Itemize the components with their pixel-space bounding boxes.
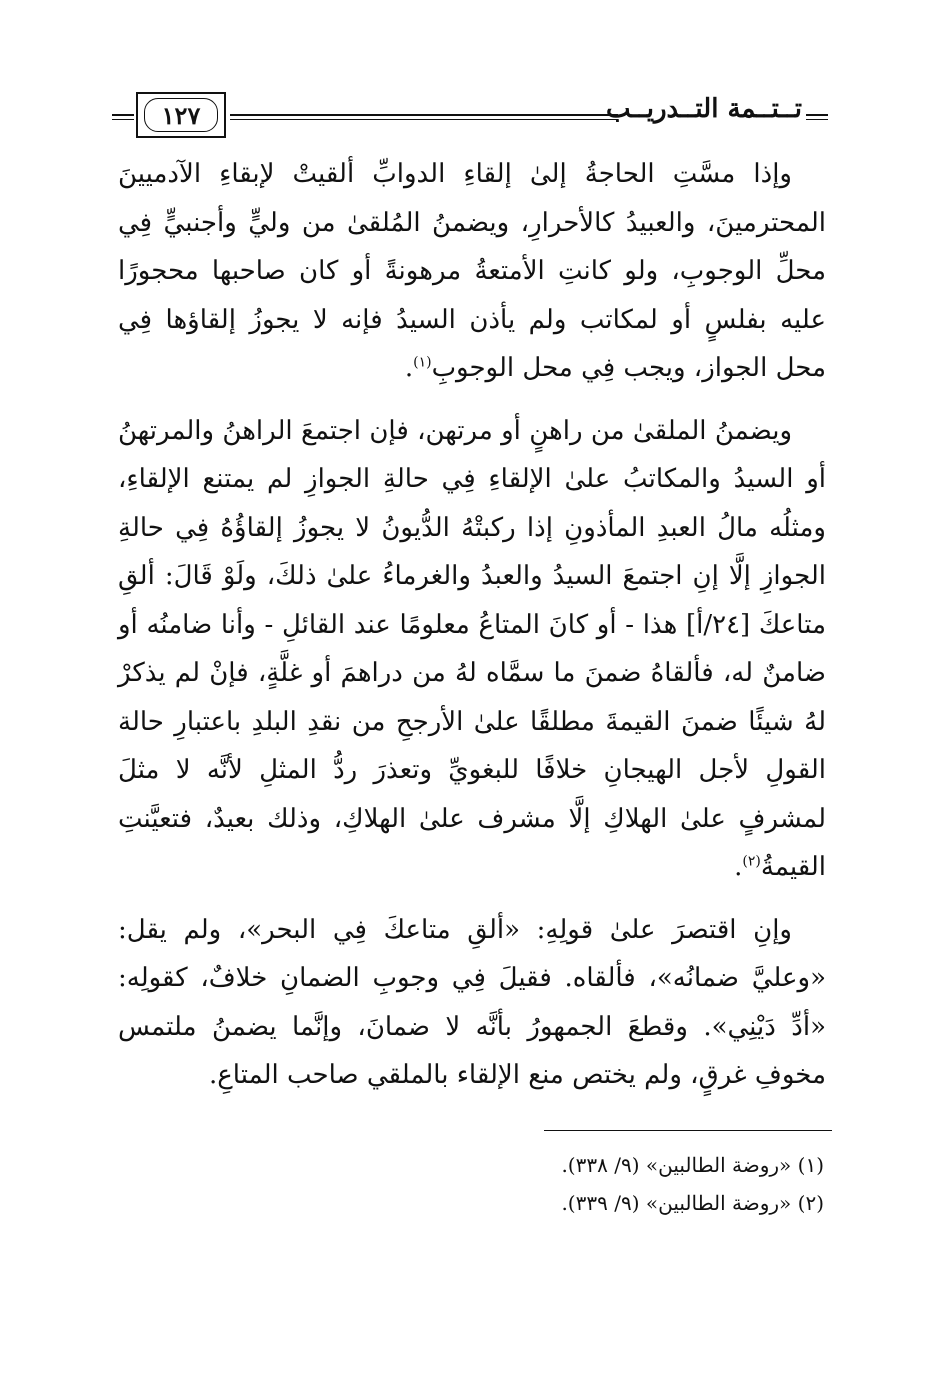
footnote-2: (٢) «روضة الطالبين» (٩/ ٣٣٩). bbox=[561, 1191, 824, 1215]
header-rule-middle bbox=[230, 114, 618, 120]
paragraph-text: وإنِ اقتصرَ علىٰ قولِهِ: «ألقِ متاعكَ فِي البحر»، ولم يقل: «وعليَّ ضمانُه»، فألقاه. فقيلَ فِي وجوبِ الضمانِ خلافٌ، كقولِه: «أدِّ دَيْنِي». وقطعَ الجمهورُ بأنَّه لا ضمانَ، وإنَّما يضمنُ ملتمس مخوفِ غرقٍ، ولم يختص منع الإلقاء بالملقي صاحب المتاعِ. bbox=[118, 914, 826, 1090]
footnote-separator bbox=[544, 1130, 832, 1131]
paragraph-end: . bbox=[404, 353, 414, 383]
main-text bbox=[118, 150, 826, 1100]
footnote-ref-2: (٢) bbox=[742, 853, 761, 870]
paragraph-1 bbox=[118, 150, 826, 393]
paragraph-text: ويضمنُ الملقىٰ من راهنٍ أو مرتهن، فإن اجتمعَ الراهنُ والمرتهنُ أو السيدُ والمكاتبُ علىٰ الإلقاءِ فِي حالةِ الجوازِ لم يمتنع الإلقاءِ، ومثلُه مالُ العبدِ المأذونِ إذا ركبتْهُ الدُّيونُ لا يجوزُ إلقاؤُهُ فِي حالةِ الجوازِ إلَّا إنِ اجتمعَ السيدُ والعبدُ والغرماءُ علىٰ ذلكَ، ولَوْ قَالَ: ألقِ متاعكَ [٢٤/أ] هذا - أو كانَ المتاعُ معلومًا عند القائلِ - وأنا ضامنُه أو ضامنٌ له، فألقاهُ ضمنَ ما سمَّاه لهُ من دراهمَ أو غلَّةٍ، فإنْ لم يذكرْ لهُ شيئًا ضمنَ القيمةَ مطلقًا علىٰ الأرجحِ من نقدِ البلدِ باعتبارِ حالة القولِ لأجل الهيجانِ خلافًا للبغويِّ وتعذرَ ردُّ المثلِ لأنَّه لا مثلَ لمشرفٍ علىٰ الهلاكِ إلَّا مشرف علىٰ الهلاكِ، وذلك بعيدٌ، فتعيَّنتِ القيمةُ bbox=[118, 415, 827, 882]
paragraph-2 bbox=[118, 407, 826, 892]
paragraph-end: . bbox=[734, 852, 743, 882]
paragraph-text: وإذا مسَّتِ الحاجةُ إلىٰ إلقاءِ الدوابِّ ألقيتْ لإبقاءِ الآدميينَ المحترمينَ، والعبيدُ كالأحرارِ، ويضمنُ المُلقىٰ من وليٍّ وأجنبيٍّ فِي محلِّ الوجوبِ، ولو كانتِ الأمتعةُ مرهونةً أو كان صاحبها محجورًا عليه بفلسٍ أو لمكاتب ولم يأذن السيدُ فإنه لا يجوزُ إلقاؤها فِي محل الجواز، ويجب فِي محل الوجوبِ bbox=[118, 159, 826, 383]
footnote-1: (١) «روضة الطالبين» (٩/ ٣٣٨). bbox=[561, 1153, 824, 1177]
paragraph-3 bbox=[118, 906, 826, 1100]
footnote-ref-1: (١) bbox=[413, 354, 432, 371]
header-rule-left bbox=[112, 114, 134, 120]
page-header bbox=[112, 92, 828, 146]
page-number: ١٢٧ bbox=[144, 98, 218, 132]
page-number-frame bbox=[136, 92, 226, 138]
running-title: تــتــمة التــدريــب bbox=[605, 94, 802, 124]
header-rule-right bbox=[806, 114, 828, 120]
footnotes bbox=[400, 1146, 824, 1222]
